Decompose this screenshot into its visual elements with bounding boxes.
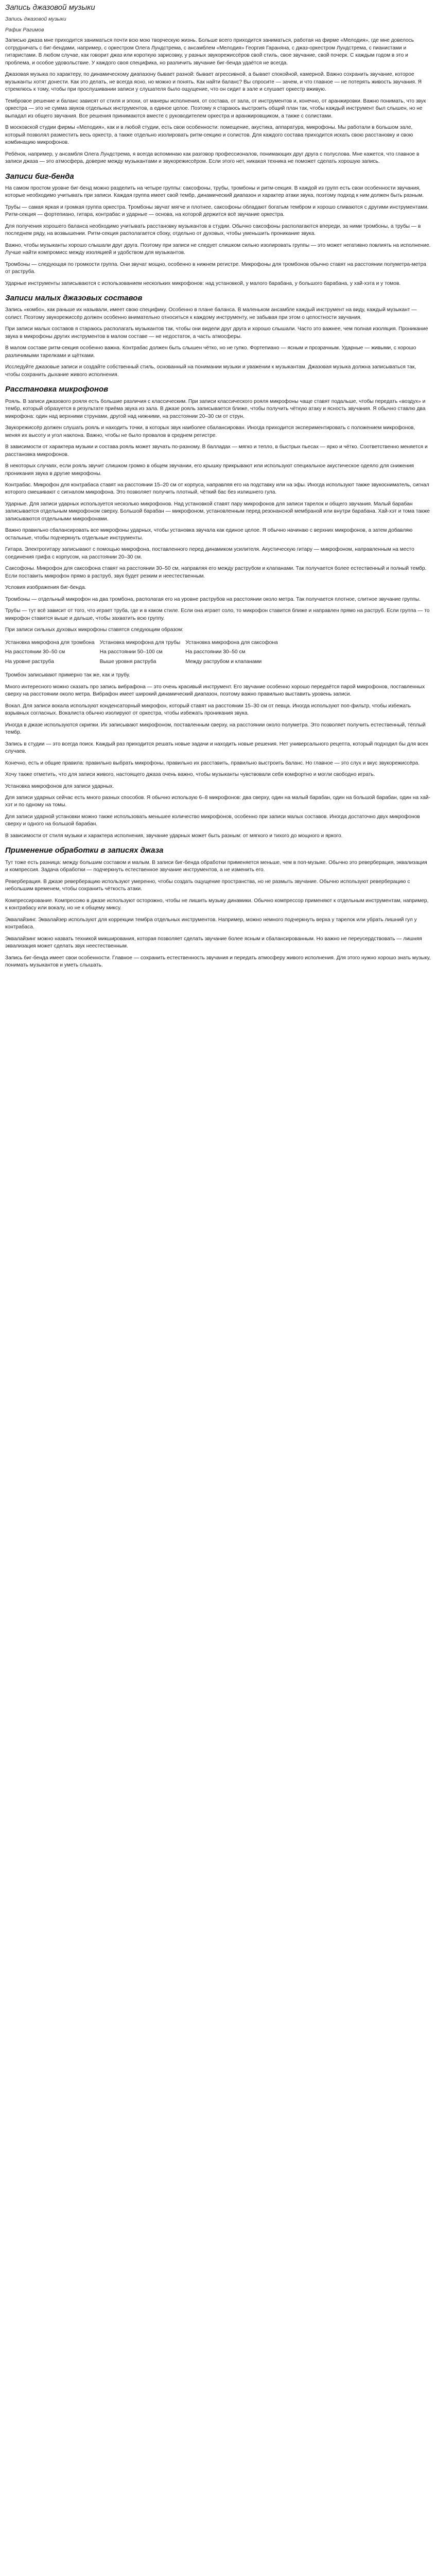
section-heading: Применение обработки в записях джаза <box>5 846 164 855</box>
paragraph: Для получения хорошего баланса необходимо учитывать расстановку музыкантов в студии. Обычно саксофоны располагаются впереди, за ними тромбоны, а трубы — в последнем ряду, на возвышении. Ритм-секция располагается сбоку, отдельно от духовых, чтобы уменьшить проникание звука. <box>5 223 421 237</box>
paragraph: Ударные инструменты записываются с использованием нескольких микрофонов: над установкой, у малого барабана, у большого барабана, у хай-хэта и у томов. <box>5 280 401 286</box>
table-header-cell: Установка микрофона для тромбона <box>5 639 95 646</box>
paragraph: Запись биг-бенда имеет свои особенности. Главное — сохранить естественность звучания и передать атмосферу живого исполнения. Для этого нужно хорошо знать музыку, понимать музыкантов и уметь слышать. <box>5 955 431 969</box>
paragraph: Иногда в джазе используются скрипки. Их записывают микрофоном, поставленным сверху, на расстоянии около полуметра. Это позволяет получить естественный, тёплый тембр. <box>5 722 426 736</box>
paragraph: Тромбон записывают примерно так же, как и трубу. <box>5 672 130 679</box>
paragraph: Трубы — тут всё зависит от того, что играет труба, где и в каком стиле. Если она играет соло, то микрофон ставится ближе и направлен прямо на раструб. Если группа — то микрофон ставится выше и дальше, чтобы захватить всю группу. <box>5 608 430 621</box>
paragraph: Запись «комбо», как раньше их называли, имеет свою специфику. Особенно в плане баланса. В маленьком ансамбле каждый инструмент на виду, каждый музыкант — солист. Поэтому звукорежиссёр должен особенно внимательно относиться к каждому инструменту, не забывая при этом о целостности звучания. <box>5 307 417 320</box>
paragraph: Саксофоны. Микрофон для саксофона ставят на расстоянии 30–50 см, направляя его между раструбом и клапанами. Так получается более естественный и полный тембр. Если поставить микрофон прямо в раструб, звук будет резким и неестественным. <box>5 566 427 579</box>
paragraph: Тромбоны — отдельный микрофон на два тромбона, располагая его на уровне раструбов на расстоянии около метра. Так получается плотное, слитное звучание группы. <box>5 596 421 602</box>
paragraph: Исследуйте джазовые записи и создайте собственный стиль, основанный на понимании музыки и уважении к музыкантам. Джазовая музыка должна записываться так, чтобы сохранить дыхание живого исполнения. <box>5 364 416 378</box>
paragraph: В московской студии фирмы «Мелодия», как и в любой студии, есть свои особенности: помещение, акустика, аппаратура, микрофоны. Мы работали в большом зале, который позволял разместить весь оркестр, а также отдельно изолировать ритм-секцию и солистов. Для каждого состава приходится искать свою расстановку и свою комбинацию микрофонов. <box>5 125 413 146</box>
paragraph: Тут тоже есть разница: между большим составом и малым. В записи биг-бенда обработки применяется меньше, чем в поп-музыке. Обычно это реверберация, эквализация и компрессия. Задача обработки — подчеркнуть естественное звучание инструментов, а не изменить его. <box>5 859 427 873</box>
paragraph: При записи малых составов я стараюсь располагать музыкантов так, чтобы они видели друг друга и хорошо слышали. Часто это важнее, чем полная изоляция. Проникание звука в микрофоны других инструментов в малом составе — не недостаток, а часть атмосферы. <box>5 326 428 340</box>
table-cell: Выше уровня раструба <box>99 658 156 665</box>
paragraph: При записи сильных духовых микрофоны ставятся следующим образом: <box>5 627 184 633</box>
paragraph: Запись в студии — это всегда поиск. Каждый раз приходится решать новые задачи и находить новые решения. Нет универсального рецепта, который подходил бы для всех случаев. <box>5 741 428 755</box>
table-cell: На расстоянии 30–50 см <box>185 649 246 655</box>
article-page <box>0 0 436 979</box>
paragraph: На самом простом уровне биг-бенд можно разделить на четыре группы: саксофоны, трубы, тромбоны и ритм-секция. В каждой из групп есть свои особенности звучания, которые необходимо учитывать при записи. Каждая группа имеет свой тембр, динамический диапазон и характер атаки звука, поэтому подход к ним должен быть разным. <box>5 185 424 199</box>
paragraph: Ребёнок, например, у ансамбля Олега Лундстрема, я всегда вспоминаю как разговор профессионалов, понимающих друг друга с полуслова. Мне кажется, что главное в записи джаза — это атмосфера, доверие между музыкантами и звукорежиссёром. Если этого нет, никакая техника не поможет сделать хорошую запись. <box>5 151 420 165</box>
paragraph: Хочу также отметить, что для записи живого, настоящего джаза очень важно, чтобы музыканты чувствовали себя комфортно и могли свободно играть. <box>5 772 375 778</box>
paragraph: Для записи ударных сейчас есть много разных способов. Я обычно использую 6–8 микрофонов: два сверху, один на малый барабан, один на большой барабан, один на хай-хэт и по одному на томы. <box>5 795 430 808</box>
paragraph: Гитара. Электрогитару записывают с помощью микрофона, поставленного перед динамиком усилителя. Акустическую гитару — микрофоном, направленным на место соединения грифа с корпусом, на расстоянии 20–30 см. <box>5 547 414 560</box>
paragraph: Эквалайзинг. Эквалайзер используют для коррекции тембра отдельных инструментов. Например, можно немного подчеркнуть верха у тарелок или убрать лишний гул у контрабаса. <box>5 917 417 930</box>
mic-placement-table <box>5 638 283 667</box>
paragraph: Для записи ударной установки можно также использовать меньшее количество микрофонов, особенно при записи малых составов. Иногда достаточно двух микрофонов сверху и одного на большой барабан. <box>5 814 420 827</box>
paragraph: Установка микрофонов для записи ударных. <box>5 783 114 789</box>
paragraph: Конечно, есть и общие правила: правильно выбрать микрофоны, правильно их расставить, правильно выстроить баланс. Но главное — это слух и вкус звукорежиссёра. <box>5 760 420 766</box>
paragraph: Тромбоны — следующая по громкости группа. Они звучат мощно, особенно в нижнем регистре. Микрофоны для тромбонов обычно ставят на расстоянии полуметра-метра от раструба. <box>5 261 426 275</box>
page-title: Запись джазовой музыки <box>5 3 95 12</box>
paragraph: Рояль. В записи джазового рояля есть большие различия с классическим. При записи классического рояля микрофоны чаще ставят подальше, чтобы передать «воздух» и тембр, который образуется в результате приёма звука из зала. В джазе рояль записывается ближе, чтобы получить чёткую атаку и ясность звучания. Я обычно ставлю два микрофона: один над верхними струнами, другой над нижними, на расстоянии 20–30 см от струн. <box>5 398 426 419</box>
article-subtitle: Запись джазовой музыки <box>5 16 66 23</box>
table-cell: На расстоянии 50–100 см <box>99 649 163 655</box>
paragraph: В малом составе ритм-секция особенно важна. Контрабас должен быть слышен чётко, но не гулко. Фортепиано — ясным и прозрачным. Ударные — живыми, с хорошо различимыми тарелками и щётками. <box>5 345 416 359</box>
paragraph: Условия изображения биг-бенда. <box>5 585 86 591</box>
paragraph: Вокал. Для записи вокала используют конденсаторный микрофон, который ставят на расстоянии 15–30 см от певца. Иногда используют поп-фильтр, чтобы избежать взрывных согласных. Вокалиста обычно изолируют от оркестра, чтобы избежать проникания звука. <box>5 703 411 717</box>
paragraph: Много интересного можно сказать про запись вибрафона — это очень красивый инструмент. Его звучание особенно хорошо передаётся парой микрофонов, поставленных сверху на расстоянии около метра. Вибрафон имеет широкий динамический диапазон, поэтому важно правильно выставить уровень записи. <box>5 684 425 698</box>
article-body <box>5 37 431 634</box>
paragraph: Контрабас. Микрофон для контрабаса ставят на расстоянии 15–20 см от корпуса, направляя его на подставку или на эфы. Иногда используют также звукосниматель, сигнал которого смешивают с сигналом микрофона. Это позволяет получить плотный, чёткий бас без излишнего гула. <box>5 482 429 496</box>
table-header-cell: Установка микрофона для саксофона <box>185 639 278 646</box>
table-cell: На расстоянии 30–50 см <box>5 649 65 655</box>
table-row <box>5 657 283 667</box>
section-heading: Записи биг-бенда <box>5 172 74 181</box>
paragraph: Записью джаза мне приходится заниматься почти всю мою творческую жизнь. Больше всего приходится заниматься, работая на фирме «Мелодия», где мне довелось сотрудничать с биг-бендами, например, с оркестром Олега Лундстрема, с ансамблем «Мелодия» Георгия Гараняна, с джаз-оркестром Лундстрема, с пианистами и гитаристами. В любом случае, как говорит джаз или короткую зарисовку, у разных звукорежиссёров свой стиль, свое звучание, свой почерк. С каждым годом в это и проблема, и особое удовольствие. У каждого своя специфика, но различить звучание биг-бенда удаётся не всегда. <box>5 38 414 66</box>
table-cell: Между раструбом и клапанами <box>185 658 262 665</box>
paragraph: В некоторых случаях, если рояль звучит слишком громко в общем звучании, его крышку прикрывают или используют специальное акустическое одеяло для снижения проникания звука в другие микрофоны. <box>5 463 414 477</box>
table-header-cell: Установка микрофона для трубы <box>99 639 181 646</box>
section-heading: Записи малых джазовых составов <box>5 294 143 303</box>
paragraph: Важно правильно сбалансировать все микрофоны ударных, чтобы установка звучала как единое целое. Я обычно начинаю с верхних микрофонов, а затем добавляю остальные, чтобы подчеркнуть отдельные инструменты. <box>5 528 413 541</box>
paragraph: Компрессирование. Компрессию в джазе используют осторожно, чтобы не лишить музыку динамики. Обычно компрессор применяют к отдельным инструментам, например, к контрабасу или вокалу, но не к общему миксу. <box>5 897 429 911</box>
paragraph: Трубы — самая яркая и громкая группа оркестра. Тромбоны звучат мягче и плотнее, саксофоны обладают богатым тембром и хорошо сливаются с другими инструментами. Ритм-секция — фортепиано, гитара, контрабас и ударные — основа, на которой держится всё звучание оркестра. <box>5 204 429 218</box>
paragraph: Ударные. Для записи ударных используется несколько микрофонов. Над установкой ставят пару микрофонов для записи тарелок и общего звучания. Малый барабан записывается отдельным микрофоном сверху. Большой барабан — микрофоном, установленным перед резонансной мембраной или внутри барабана. Хай-хэт и тома также записываются отдельными микрофонами. <box>5 501 430 522</box>
paragraph: Джазовая музыка по характеру, по динамическому диапазону бывает разной: бывает агрессивной, а бывает спокойной, камерной. Важно сохранить звучание, которое музыканты хотят донести. Как это делать, не всегда ясно, но можно и понять. Как найти баланс? Вы спросите — зачем, и что главное — не потерять живость звучания. Я стремлюсь к тому, чтобы при прослушивании записи у слушателя было ощущение, что он сидит в зале и слушает оркестр вживую. <box>5 72 422 93</box>
paragraph: Звукорежиссёр должен слушать рояль и находить точки, в которых звук наиболее сбалансирован. Иногда приходится экспериментировать с положением микрофонов, меняя их высоту и угол наклона. Важно, чтобы не было провалов в среднем регистре. <box>5 425 415 438</box>
paragraph: Реверберация. В джазе реверберацию используют умеренно, чтобы создать ощущение пространства, но не размыть звучание. Обычно используют реверберацию с небольшим временем, чтобы сохранить чёткость атаки. <box>5 878 410 892</box>
paragraph: Важно, чтобы музыканты хорошо слышали друг друга. Поэтому при записи не следует слишком сильно изолировать группы — это может негативно повлиять на исполнение. Лучше найти компромисс между изоляцией и удобством для музыкантов. <box>5 242 431 256</box>
paragraph: Эквалайзинг можно назвать техникой микширования, которая позволяет сделать звучание более ясным и сбалансированным. Но важно не переусердствовать — лишняя эквализация может сделать звук неестественным. <box>5 936 422 950</box>
article-body-continued <box>5 672 431 969</box>
table-header-row <box>5 638 283 648</box>
table-cell: На уровне раструба <box>5 658 54 665</box>
paragraph: Тембровое решение и баланс зависят от стиля и эпохи, от манеры исполнения, от состава, от зала, от инструментов и, конечно, от аранжировки. Важно понимать, что звук оркестра — это не сумма звуков отдельных инструментов, а единое целое. Поэтому я стараюсь выстроить общий план так, чтобы каждый инструмент был слышен, но не выпадал из общего звучания. Все решения принимаются вместе с руководителем оркестра и аранжировщиком, а также с солистами. <box>5 98 426 119</box>
article-author: Рафик Рагимов <box>5 27 44 33</box>
table-row <box>5 648 283 657</box>
paragraph: В зависимости от стиля музыки и характера исполнения, звучание ударных может быть разным: от мягкого и тихого до мощного и яркого. <box>5 833 343 839</box>
section-heading: Расстановка микрофонов <box>5 385 109 394</box>
paragraph: В зависимости от характера музыки и состава рояль может звучать по-разному. В балладах — мягко и тепло, в быстрых пьесах — ярко и чётко. Соответственно меняется и расстановка микрофонов. <box>5 444 428 457</box>
